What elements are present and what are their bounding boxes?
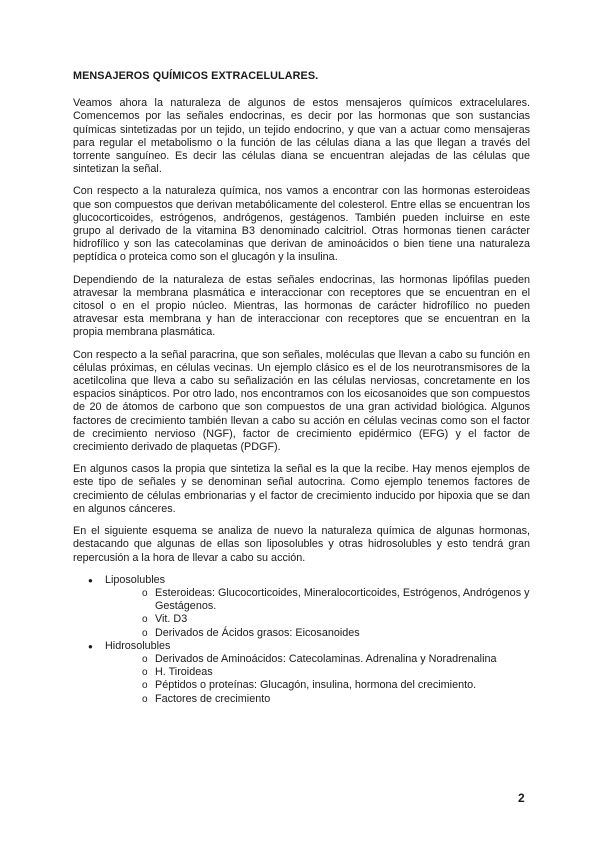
sub-list-item: o H. Tiroideas	[105, 666, 530, 679]
sub-list-item: o Péptidos o proteínas: Glucagón, insulina, hormona del crecimiento.	[105, 679, 530, 692]
sub-list-item: o Vit. D3	[105, 613, 530, 626]
section-title: MENSAJEROS QUÍMICOS EXTRACELULARES.	[73, 70, 319, 82]
list-item-label: Hidrosolubles	[105, 639, 171, 652]
document-body	[73, 70, 530, 706]
sub-list-item: o Factores de crecimiento	[105, 693, 530, 706]
paragraph-autocrine: En algunos casos la propia que sintetiza la señal es la que la recibe. Hay menos ejemplos de este tipo de señales y se denominan señal autocrina. Como ejemplo tenemos factores de crecimiento de células embrionarias y el factor de crecimiento inducido por hipoxia que se dan en algunos cánceres.	[73, 463, 530, 515]
bullet-icon	[98, 640, 103, 653]
list-item-liposolubles	[85, 574, 530, 640]
page-number: 2	[518, 791, 525, 805]
sub-list-item: o Derivados de Aminoácidos: Catecolaminas. Adrenalina y Noradrenalina	[105, 653, 530, 666]
list-item-label: Liposolubles	[105, 573, 166, 586]
paragraph-receptors: Dependiendo de la naturaleza de estas señales endocrinas, las hormonas lipófilas pueden atravesar la membrana plasmática e interaccionar con receptores que se encuentran en el citosol o en el propio núcleo. Mientras, las hormonas de carácter hidrofílico no pueden atravesar esta membrana y han de interaccionar con receptores que se encuentran en la propia membrana plasmática.	[73, 273, 530, 339]
sub-list-item: o Esteroideas: Glucocorticoides, Mineralocorticoides, Estrógenos, Andrógenos y Gestágenos.	[105, 587, 530, 613]
bullet-icon	[98, 574, 103, 587]
paragraph-chemical-nature: Con respecto a la naturaleza química, nos vamos a encontrar con las hormonas esteroideas que son compuestos que derivan metabólicamente del colesterol. Entre ellas se encuentran los glucocorticoides, estrógenos, andrógenos, gestágenos. También pueden incluirse en este grupo al derivado de la vitamina B3 denominado calcitriol. Otras hormonas tienen carácter hidrofílico y son las catecolaminas que derivan de aminoácidos o bien tiene una naturaleza peptídica o proteica como son el glucagón y la insulina.	[73, 185, 530, 264]
paragraph-endocrine-intro: Veamos ahora la naturaleza de algunos de estos mensajeros químicos extracelulares. Comencemos por las señales endocrinas, es decir por las hormonas que son sustancias químicas sintetizadas por un tejido, un tejido endocrino, y que van a actuar como mensajeras para regular el metabolismo o la función de las células diana a las que llegan a través del torrente sanguíneo. Es decir las células diana se encuentran alejadas de las células que sintetizan la señal.	[73, 97, 530, 176]
sub-list-item: o Derivados de Ácidos grasos: Eicosanoides	[105, 627, 530, 640]
paragraph-scheme-intro: En el siguiente esquema se analiza de nuevo la naturaleza química de algunas hormonas, destacando que algunas de ellas son liposolubles y otras hidrosolubles y esto tendrá gran repercusión a la hora de llevar a cabo su acción.	[73, 525, 530, 564]
list-item-hidrosolubles	[85, 640, 530, 706]
hormone-classification-list	[73, 574, 530, 706]
paragraph-paracrine: Con respecto a la señal paracrina, que son señales, moléculas que llevan a cabo su función en células próximas, en células vecinas. Un ejemplo clásico es el de los neurotransmisores de la acetilcolina que lleva a cabo su señalización en las células nerviosas, concretamente en los espacios sinápticos. Por otro lado, nos encontramos con los eicosanoides que son compuestos de 20 de átomos de carbono que son compuestos de una gran actividad biológica. Algunos factores de crecimiento también llevan a cabo su acción en células vecinas como son el factor de crecimiento nervioso (NGF), factor de crecimiento epidérmico (EFG) y el factor de crecimiento derivado de plaquetas (PDGF).	[73, 348, 530, 454]
